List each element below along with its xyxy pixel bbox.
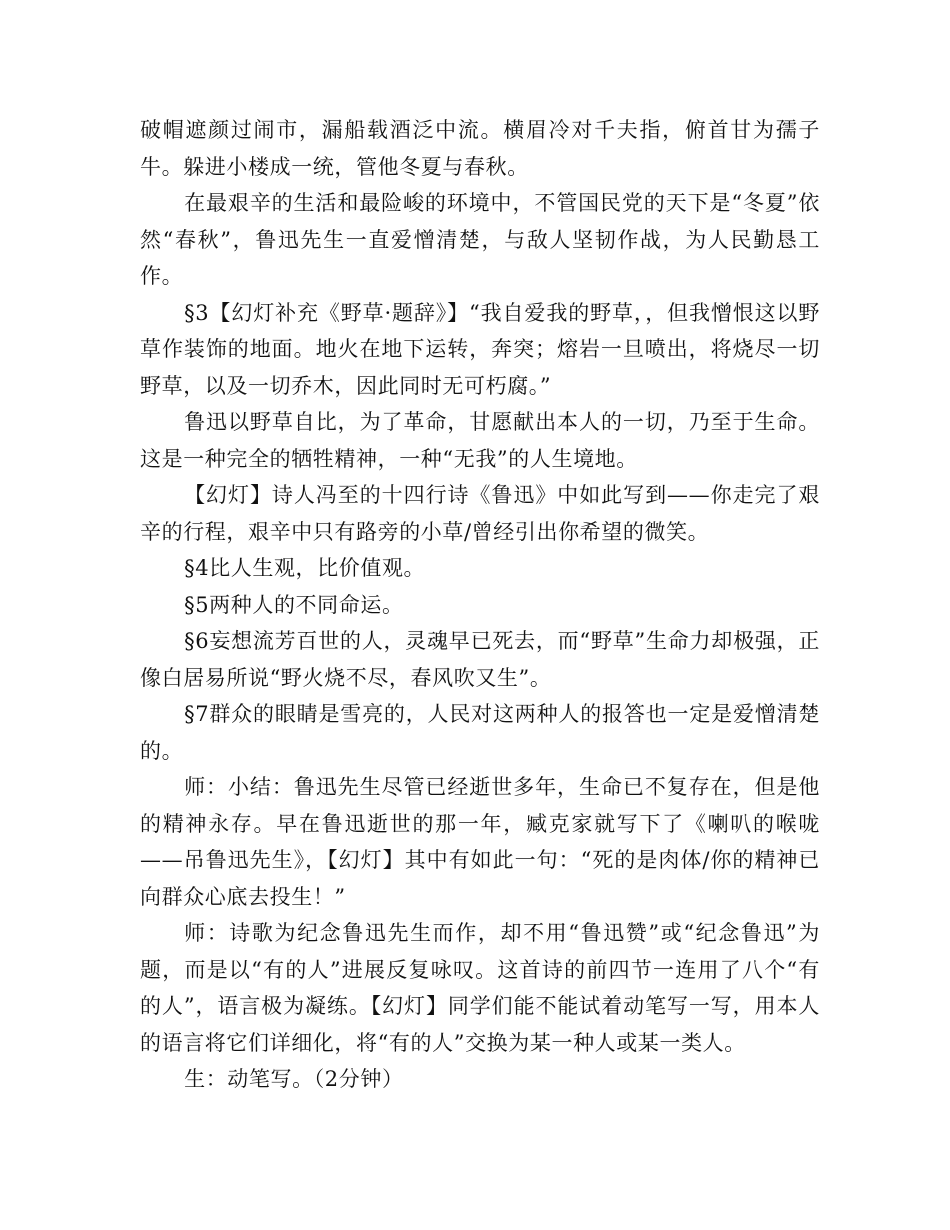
paragraph-student-writing: 生：动笔写。（2分钟） — [184, 1067, 404, 1091]
paragraph-section-4: §4比人生观，比价值观。 — [184, 556, 426, 580]
paragraph-section-5: §5两种人的不同命运。 — [184, 592, 404, 617]
paragraph-section-6: §6妄想流芳百世的人，灵魂早已死去，而“野草”生命力却极强，正像白居易所说“野火烧不尽，春风吹又生”。 — [140, 629, 820, 690]
paragraph-teacher-summary: 师：小结：鲁迅先生尽管已经逝世多年，生命已不复存在，但是他的精神永存。早在鲁迅逝世的那一年，臧克家就写下了《喇叭的喉咙——吊鲁迅先生》，【幻灯】其中有如此一句：“死的是肉体/你的精神已向群众心底去投生！” — [140, 775, 820, 909]
paragraph-poem-lines: 破帽遮颜过闹市，漏船载酒泛中流。横眉冷对千夫指，俯首甘为孺子牛。躲进小楼成一统，管他冬夏与春秋。 — [140, 118, 820, 179]
paragraph-teacher-prompt: 师：诗歌为纪念鲁迅先生而作，却不用“鲁迅赞”或“纪念鲁迅”为题，而是以“有的人”进展反复咏叹。这首诗的前四节一连用了八个“有的人”，语言极为凝练。【幻灯】同学们能不能试着动笔写一写，用本人的语言将它们详细化，将“有的人”交换为某一种人或某一类人。 — [140, 921, 820, 1055]
paragraph-feng-zhi: 【幻灯】诗人冯至的十四行诗《鲁迅》中如此写到——你走完了艰辛的行程，艰辛中只有路旁的小草/曾经引出你希望的微笑。 — [140, 483, 820, 544]
paragraph-winter-summer: 在最艰辛的生活和最险峻的环境中，不管国民党的天下是“冬夏”依然“春秋”，鲁迅先生一直爱憎清楚，与敌人坚韧作战，为人民勤恳工作。 — [140, 191, 820, 288]
paragraph-wild-grass: 鲁迅以野草自比，为了革命，甘愿献出本人的一切，乃至于生命。这是一种完全的牺牲精神，一种“无我”的人生境地。 — [140, 410, 820, 471]
paragraph-section-3: §3【幻灯补充《野草·题辞》】“我自爱我的野草，，但我憎恨这以野草作装饰的地面。地火在地下运转，奔突；熔岩一旦喷出，将烧尽一切野草，以及一切乔木，因此同时无可朽腐。” — [140, 300, 820, 398]
paragraph-section-7: §7群众的眼睛是雪亮的，人民对这两种人的报答也一定是爱憎清楚的。 — [140, 702, 820, 763]
document-body — [140, 112, 820, 1098]
